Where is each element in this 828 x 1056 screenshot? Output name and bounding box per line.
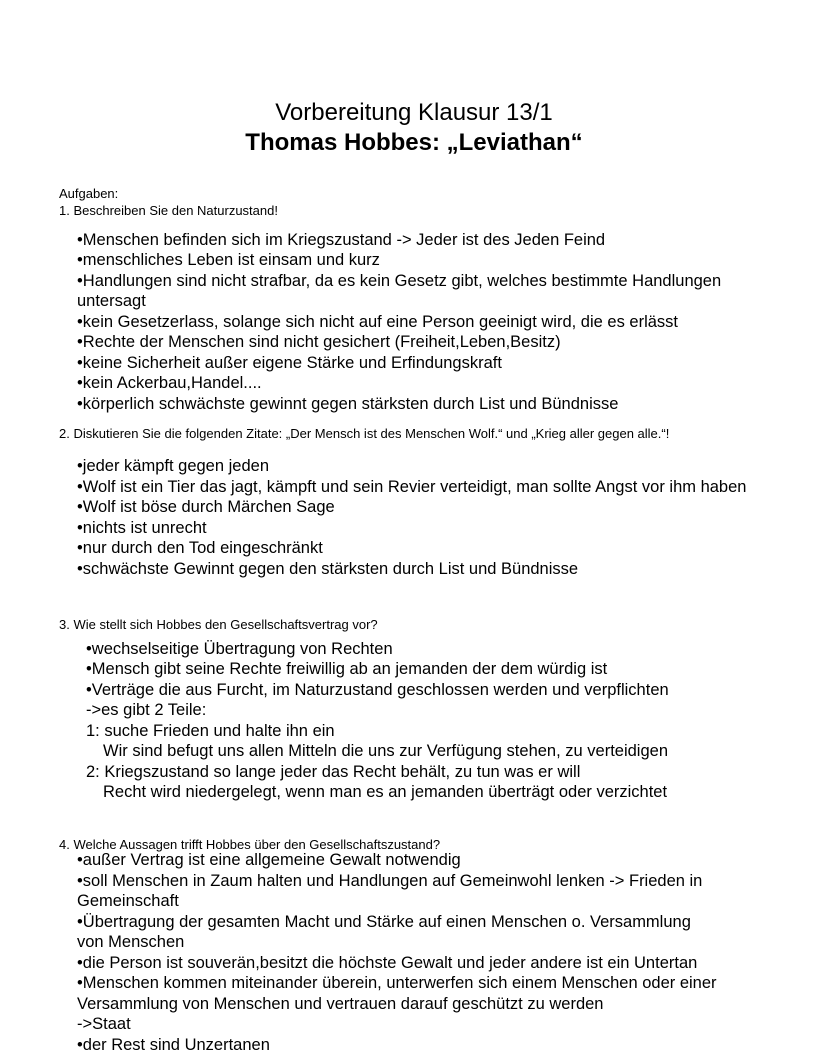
answer-line: •Menschen befinden sich im Kriegszustand -> Jeder ist des Jeden Feind [77, 231, 606, 249]
page-subtitle: Thomas Hobbes: „Leviathan“ [245, 129, 583, 156]
answer-line: •nichts ist unrecht [77, 519, 207, 537]
answer-line: •Wolf ist ein Tier das jagt, kämpft und sein Revier verteidigt, man sollte Angst vor ihm haben [77, 478, 747, 496]
tasks-label: Aufgaben: [59, 186, 119, 201]
answer-line: •nur durch den Tod eingeschränkt [77, 539, 323, 557]
answer-line: •Menschen kommen miteinander überein, unterwerfen sich einem Menschen oder einer [77, 974, 717, 992]
answer-line: •körperlich schwächste gewinnt gegen stärksten durch List und Bündnisse [77, 395, 619, 413]
question-3: 3. Wie stellt sich Hobbes den Gesellschaftsvertrag vor? [59, 617, 378, 632]
answer-line: •menschliches Leben ist einsam und kurz [77, 251, 380, 269]
answer-line: •jeder kämpft gegen jeden [77, 457, 269, 475]
answer-line: •wechselseitige Übertragung von Rechten [86, 640, 393, 658]
answer-line: •die Person ist souverän,besitzt die höchste Gewalt und jeder andere ist ein Untertan [77, 954, 698, 972]
answer-line: Versammlung von Menschen und vertrauen darauf geschützt zu werden [77, 995, 604, 1013]
answer-line: Gemeinschaft [77, 892, 179, 910]
answer-line: •soll Menschen in Zaum halten und Handlungen auf Gemeinwohl lenken -> Frieden in [77, 872, 703, 890]
answer-line: •außer Vertrag ist eine allgemeine Gewalt notwendig [77, 851, 461, 869]
answer-line: •Rechte der Menschen sind nicht gesichert (Freiheit,Leben,Besitz) [77, 333, 561, 351]
answer-line: untersagt [77, 292, 146, 310]
answer-line: •Verträge die aus Furcht, im Naturzustand geschlossen werden und verpflichten [86, 681, 669, 699]
answer-line: ->Staat [77, 1015, 131, 1033]
question-4: 4. Welche Aussagen trifft Hobbes über den Gesellschaftszustand? [59, 837, 441, 852]
page-title: Vorbereitung Klausur 13/1 [275, 99, 553, 126]
answer-line: ->es gibt 2 Teile: [86, 701, 207, 719]
answer-line: •Übertragung der gesamten Macht und Stärke auf einen Menschen o. Versammlung [77, 913, 691, 931]
question-2: 2. Diskutieren Sie die folgenden Zitate: „Der Mensch ist des Menschen Wolf.“ und „Krieg aller gegen alle.“! [59, 426, 670, 441]
question-1: 1. Beschreiben Sie den Naturzustand! [59, 203, 278, 218]
answer-line: von Menschen [77, 933, 185, 951]
answer-line: •Mensch gibt seine Rechte freiwillig ab an jemanden der dem würdig ist [86, 660, 608, 678]
answer-line: 2: Kriegszustand so lange jeder das Recht behält, zu tun was er will [86, 763, 581, 781]
answer-line: •Handlungen sind nicht strafbar, da es kein Gesetz gibt, welches bestimmte Handlungen [77, 272, 722, 290]
answer-line: •keine Sicherheit außer eigene Stärke und Erfindungskraft [77, 354, 502, 372]
answer-line: •kein Ackerbau,Handel.... [77, 374, 262, 392]
answer-line: Wir sind befugt uns allen Mitteln die uns zur Verfügung stehen, zu verteidigen [103, 742, 668, 760]
answer-line: •kein Gesetzerlass, solange sich nicht auf eine Person geeinigt wird, die es erlässt [77, 313, 679, 331]
answer-line: •schwächste Gewinnt gegen den stärksten durch List und Bündnisse [77, 560, 579, 578]
answer-line: •der Rest sind Unzertanen [77, 1036, 270, 1054]
answer-line: 1: suche Frieden und halte ihn ein [86, 722, 335, 740]
answer-line: Recht wird niedergelegt, wenn man es an jemanden überträgt oder verzichtet [103, 783, 668, 801]
answer-line: •Wolf ist böse durch Märchen Sage [77, 498, 335, 516]
